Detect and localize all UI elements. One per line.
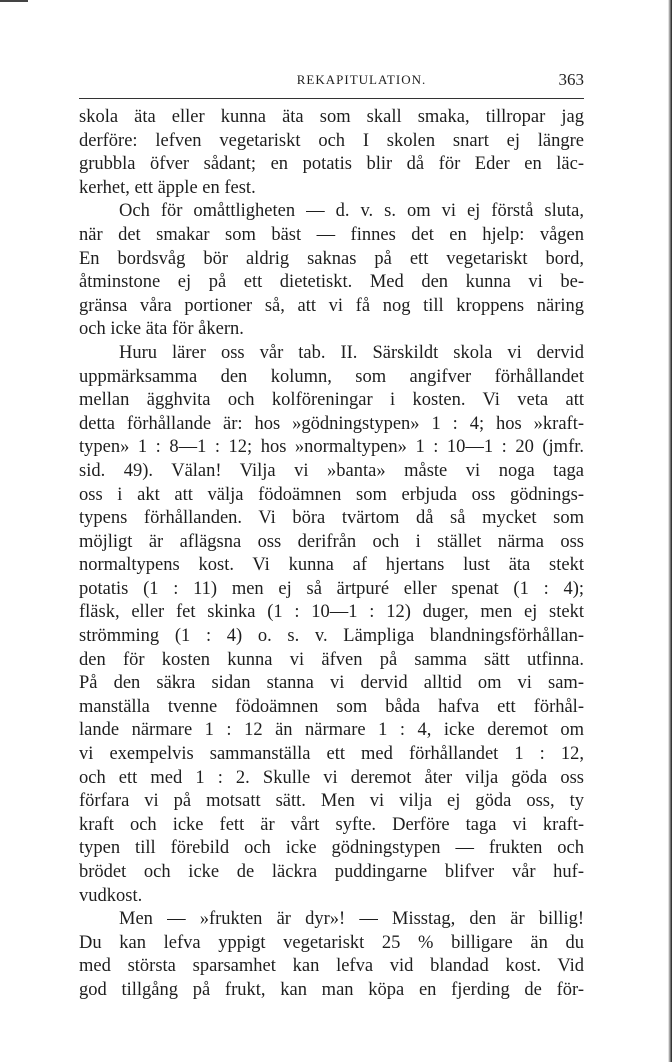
text-line: typen» 1 : 8—1 : 12; hos »normaltypen» 1 : 10—1 : 20 (jmfr. — [79, 437, 584, 458]
text-line: mellan ägghvita och kolföreningar i kosten. Vi veta att — [79, 390, 584, 411]
text-line: god tillgång på frukt, kan man köpa en fjerding de för- — [79, 979, 584, 1000]
text-line: Du kan lefva yppigt vegetariskt 25 % billigare än du — [79, 932, 584, 953]
scan-edge-mark — [0, 0, 28, 2]
text-line: normaltypens kost. Vi kunna af hjertans lust äta stekt — [79, 555, 584, 576]
text-line: lande närmare 1 : 12 än närmare 1 : 4, icke deremot om — [79, 720, 584, 741]
text-line: På den säkra sidan stanna vi dervid alltid om vi sam- — [79, 673, 584, 694]
text-line: med största sparsamhet kan lefva vid blandad kost. Vid — [79, 956, 584, 977]
text-line: den för kosten kunna vi äfven på samma sätt utfinna. — [79, 649, 584, 670]
text-line: Och för omåttligheten — d. v. s. om vi ej förstå sluta, — [119, 201, 584, 222]
text-line: potatis (1 : 11) men ej så ärtpuré eller spenat (1 : 4); — [79, 578, 584, 599]
text-line: uppmärksamma den kolumn, som angifver förhållandet — [79, 366, 584, 387]
page-number: 363 — [558, 70, 584, 89]
text-line: kraft och icke fett är vårt syfte. Derföre taga vi kraft- — [79, 814, 584, 835]
text-line: detta förhållande är: hos »gödningstypen» 1 : 4; hos »kraft- — [79, 413, 584, 434]
page-header — [79, 70, 584, 94]
text-line: typen till förebild och icke gödningstypen — frukten och — [79, 838, 584, 859]
text-line: och ett med 1 : 2. Skulle vi deremot åter vilja göda oss — [79, 767, 584, 788]
text-line: vi exempelvis sammanställa ett med förhållandet 1 : 12, — [79, 744, 584, 765]
text-line: grubbla öfver sådant; en potatis blir då för Eder en läc- — [79, 154, 584, 175]
text-line: möjligt är aflägsna oss derifrån och i stället närma oss — [79, 531, 584, 552]
text-line: oss i akt att välja födoämnen som erbjuda oss gödnings- — [79, 484, 584, 505]
text-line: vudkost. — [79, 885, 143, 906]
text-line: typens förhållanden. Vi böra tvärtom då så mycket som — [79, 508, 584, 529]
text-line: gränsa våra portioner så, att vi få nog till kroppens näring — [79, 295, 584, 316]
text-line: och icke äta för åkern. — [79, 319, 244, 340]
text-line: åtminstone ej på ett dietetiskt. Med den kunna vi be- — [79, 272, 584, 293]
text-line: kerhet, ett äpple en fest. — [79, 177, 256, 198]
text-line: En bordsvåg bör aldrig saknas på ett vegetariskt bord, — [79, 248, 584, 269]
text-line: skola äta eller kunna äta som skall smaka, tillropar jag — [79, 107, 584, 127]
text-line: manställa tvenne födoämnen som båda hafva ett förhål- — [79, 696, 584, 717]
text-line: fläsk, eller fet skinka (1 : 10—1 : 12) duger, men ej stekt — [79, 602, 584, 623]
body-text — [79, 106, 584, 1003]
page-gutter-shadow — [668, 0, 672, 1062]
running-title: REKAPITULATION. — [296, 72, 427, 87]
header-rule — [79, 98, 584, 99]
text-line: sid. 49). Välan! Vilja vi »banta» måste vi noga taga — [79, 460, 584, 481]
text-line: brödet och icke de läckra puddingarne blifver vår huf- — [79, 862, 584, 882]
text-line: när det smakar som bäst — finnes det en hjelp: vågen — [79, 224, 584, 245]
text-line: förfara vi på motsatt sätt. Men vi vilja ej göda oss, ty — [79, 791, 584, 812]
text-line: Men — »frukten är dyr»! — Misstag, den är billig! — [119, 909, 584, 930]
text-line: Huru lärer oss vår tab. II. Särskildt skola vi dervid — [119, 342, 584, 363]
text-line: strömming (1 : 4) o. s. v. Lämpliga blandningsförhållan- — [79, 626, 584, 647]
text-line: derföre: lefven vegetariskt och I skolen snart ej längre — [79, 130, 584, 151]
